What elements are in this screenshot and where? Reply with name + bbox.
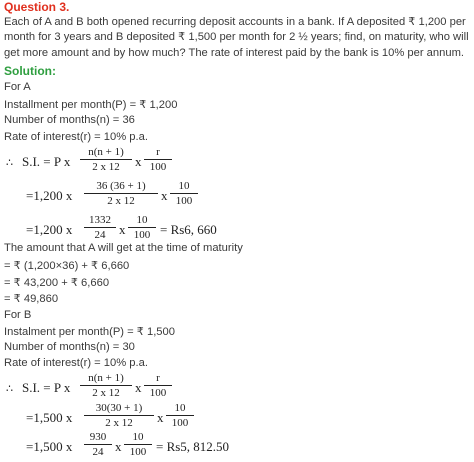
fraction-bar	[84, 193, 158, 194]
solution-title: Solution:	[4, 64, 56, 78]
fraction-bar	[84, 415, 154, 416]
fraction-numerator: r	[156, 146, 160, 158]
fraction-rate	[144, 372, 172, 399]
a-maturity-line-3: = ₹ 49,860	[4, 293, 59, 305]
fraction-n-term	[84, 402, 154, 429]
fraction-denominator: 100	[171, 417, 189, 429]
fraction-bar	[144, 385, 172, 386]
step-result: = Rs5, 812.50	[156, 439, 230, 454]
fraction-numerator: 930	[89, 431, 107, 443]
question-title: Question 3.	[4, 0, 70, 14]
fraction-denominator: 100	[175, 195, 193, 207]
fraction-bar	[128, 227, 156, 228]
for-a-heading: For A	[4, 81, 31, 93]
b-installment: Instalment per month(P) = ₹ 1,500	[4, 326, 175, 338]
fraction-bar	[144, 159, 172, 160]
fraction-numerator: n(n + 1)	[88, 372, 124, 384]
b-step-2	[4, 431, 304, 461]
fraction-bar	[80, 385, 132, 386]
fraction-bar	[84, 227, 116, 228]
fraction-denominator: 24	[94, 229, 106, 241]
fraction-numerator: r	[156, 372, 160, 384]
b-rate: Rate of interest(r) = 10% p.a.	[4, 357, 148, 369]
a-step-1	[4, 180, 304, 212]
times-sign: x	[119, 222, 126, 237]
fraction-numerator: 10	[174, 402, 186, 414]
fraction-denominator: 2 x 12	[107, 195, 135, 207]
fraction-denominator: 100	[133, 229, 151, 241]
fraction-denominator: 2 x 12	[92, 161, 120, 173]
fraction-numerator: n(n + 1)	[88, 146, 124, 158]
times-sign: x	[135, 380, 142, 395]
fraction-n-term	[84, 180, 158, 207]
therefore-symbol: ∴	[6, 383, 13, 395]
step-lead: =1,200 x	[26, 222, 73, 237]
fraction-numerator: 36 (36 + 1)	[96, 180, 146, 192]
fraction-bar	[166, 415, 194, 416]
a-installment: Installment per month(P) = ₹ 1,200	[4, 99, 178, 111]
fraction-numerator: 10	[136, 214, 148, 226]
b-step-1	[4, 402, 304, 432]
fraction-numerator: 30(30 + 1)	[95, 402, 143, 414]
times-sign: x	[135, 154, 142, 169]
a-maturity-line-1: = ₹ (1,200×36) + ₹ 6,660	[4, 260, 130, 272]
fraction-bar	[84, 444, 112, 445]
fraction-rate	[170, 180, 198, 207]
fraction-denominator: 100	[149, 387, 167, 399]
a-formula-row	[4, 146, 304, 178]
a-rate: Rate of interest(r) = 10% p.a.	[4, 131, 148, 143]
fraction-rate	[166, 402, 194, 429]
step-lead: =1,500 x	[26, 439, 73, 454]
fraction-denominator: 24	[92, 446, 104, 458]
a-maturity-heading: The amount that A will get at the time of maturity	[4, 242, 243, 254]
times-sign: x	[115, 439, 122, 454]
fraction-n-term	[84, 431, 112, 458]
times-sign: x	[157, 410, 164, 425]
fraction-bar	[80, 159, 132, 160]
fraction-bar	[124, 444, 152, 445]
fraction-n-term	[80, 372, 132, 399]
therefore-symbol: ∴	[6, 157, 13, 169]
fraction-denominator: 2 x 12	[92, 387, 120, 399]
times-sign: x	[161, 188, 168, 203]
fraction-numerator: 10	[132, 431, 144, 443]
step-result: = Rs6, 660	[160, 222, 217, 237]
fraction-rate	[144, 146, 172, 173]
fraction-numerator: 10	[178, 180, 190, 192]
question-text: Each of A and B both opened recurring deposit accounts in a bank. If A deposited ₹ 1,200 per month for 3 years and B deposited ₹ 1,500 per month for 2 ½ years; find, on maturity, who will get more amount and by how much? The rate of interest paid by the bank is 10% per annum.	[4, 16, 469, 59]
fraction-n-term	[84, 214, 116, 241]
si-formula-lhs: S.I. = P x	[22, 154, 71, 169]
fraction-numerator: 1332	[89, 214, 111, 226]
fraction-denominator: 2 x 12	[105, 417, 133, 429]
for-b-heading: For B	[4, 309, 32, 321]
b-formula-row	[4, 372, 304, 404]
a-months: Number of months(n) = 36	[4, 114, 135, 126]
fraction-rate	[124, 431, 152, 458]
fraction-denominator: 100	[129, 446, 147, 458]
fraction-denominator: 100	[149, 161, 167, 173]
a-maturity-line-2: = ₹ 43,200 + ₹ 6,660	[4, 277, 110, 289]
step-lead: =1,200 x	[26, 188, 73, 203]
fraction-bar	[170, 193, 198, 194]
si-formula-lhs: S.I. = P x	[22, 380, 71, 395]
b-months: Number of months(n) = 30	[4, 341, 135, 353]
fraction-n-term	[80, 146, 132, 173]
fraction-rate	[128, 214, 156, 241]
step-lead: =1,500 x	[26, 410, 73, 425]
